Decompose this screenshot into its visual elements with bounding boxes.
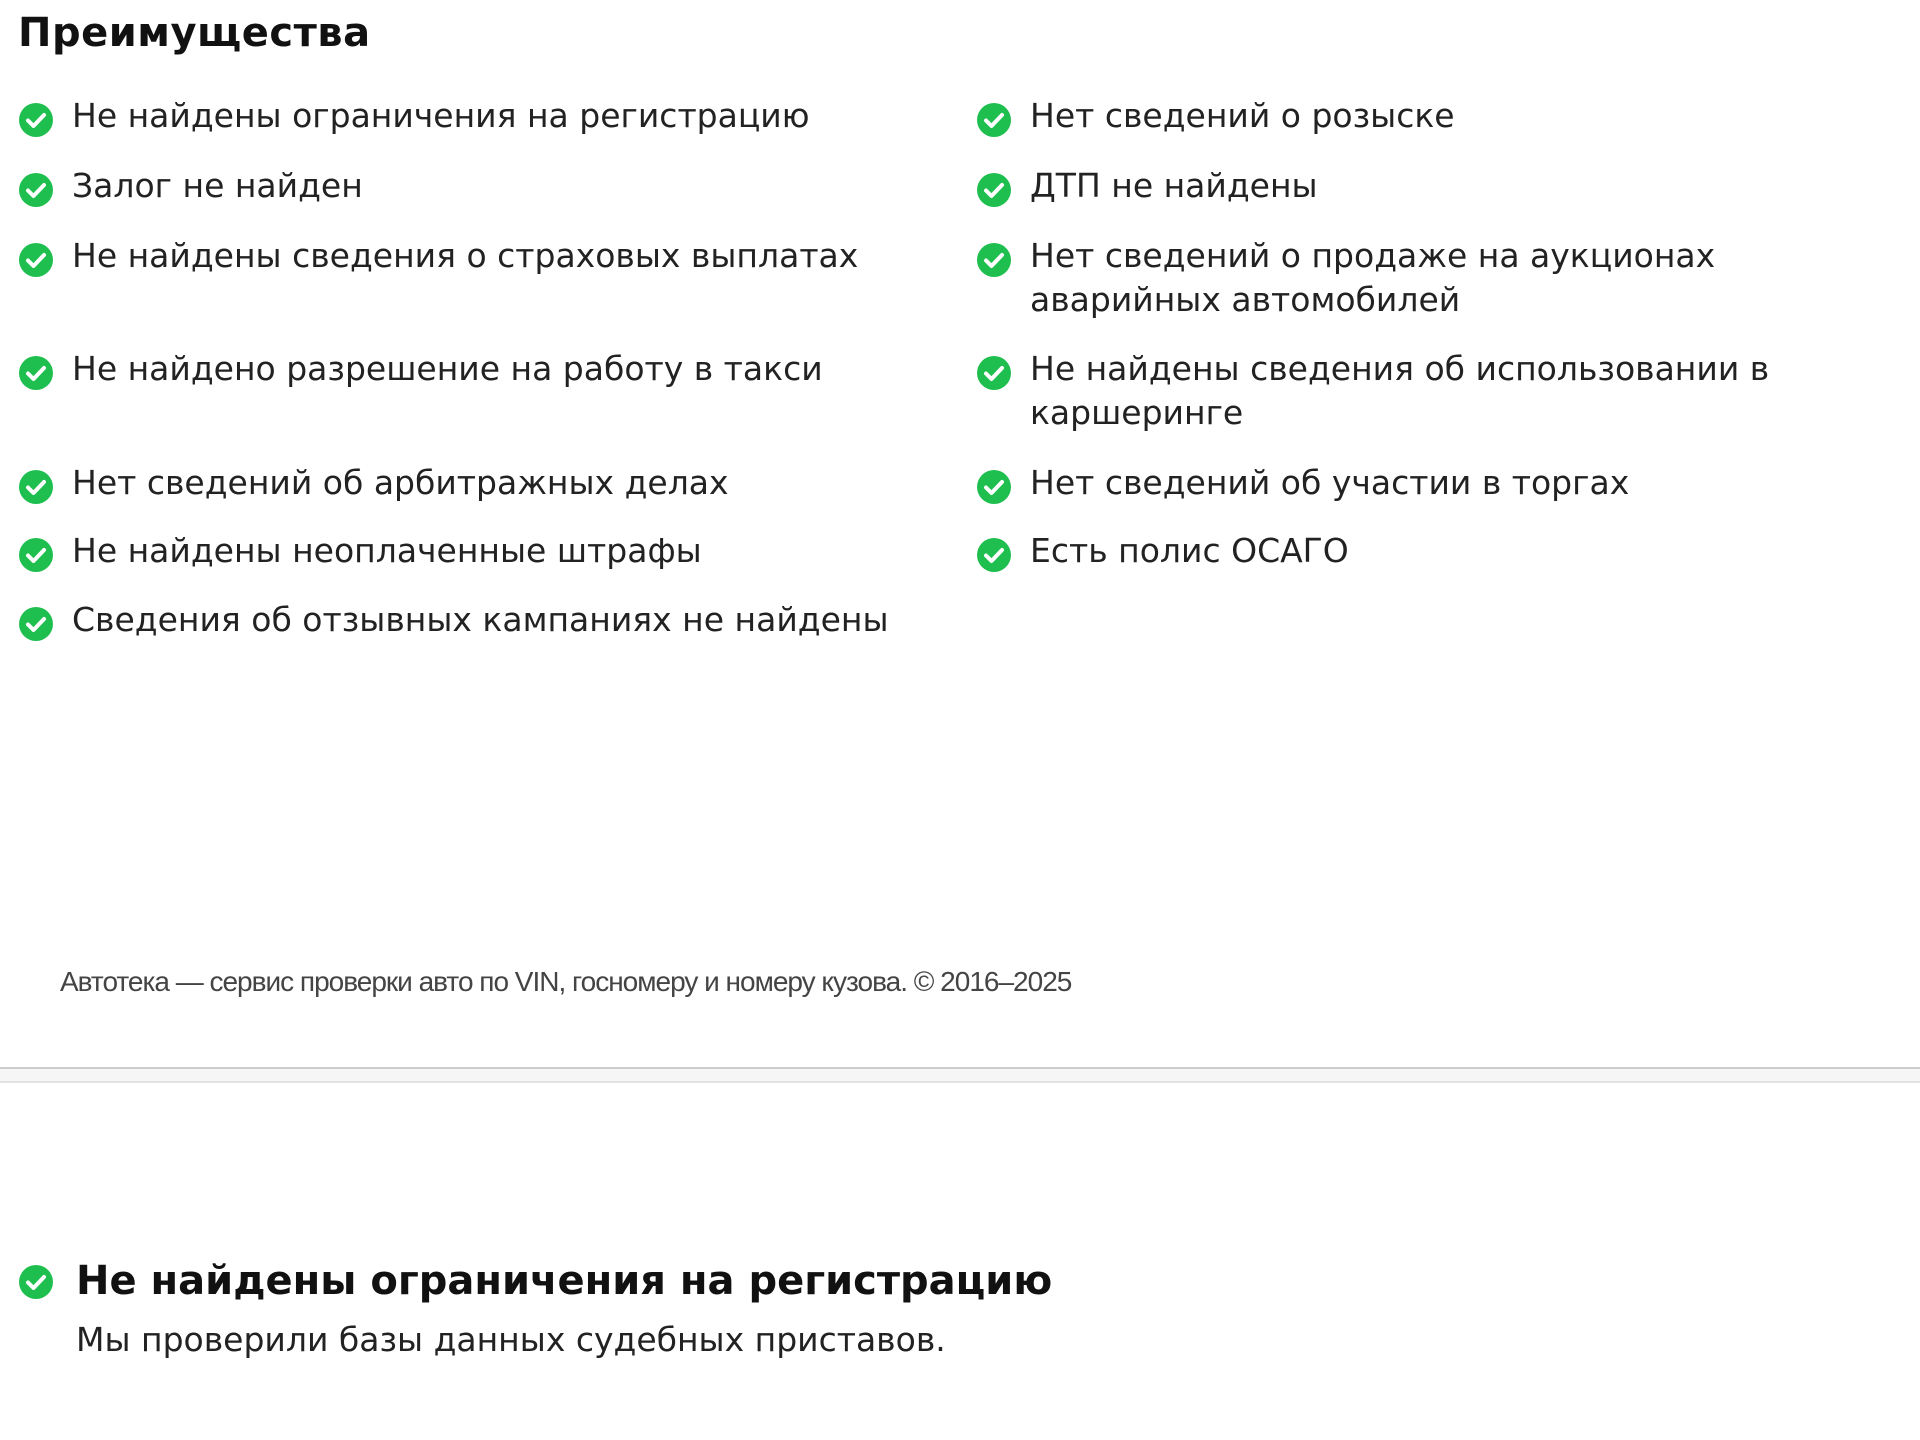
advantage-label: Есть полис ОСАГО — [1030, 531, 1349, 570]
advantage-label: Залог не найден — [72, 166, 363, 205]
check-circle-icon — [976, 537, 1012, 573]
advantage-item — [976, 234, 1906, 322]
advantage-label: Нет сведений о продаже на аукционах аварийных автомобилей — [1030, 236, 1716, 319]
advantage-item — [18, 164, 958, 208]
advantage-label: Сведения об отзывных кампаниях не найдены — [72, 600, 889, 639]
check-circle-icon — [976, 102, 1012, 138]
advantage-item — [18, 94, 958, 138]
advantage-item — [976, 164, 1906, 208]
check-circle-icon — [18, 102, 54, 138]
advantage-label: Не найдены сведения об использовании в каршеринге — [1030, 349, 1770, 432]
section-divider — [0, 1067, 1920, 1083]
check-circle-icon — [18, 355, 54, 391]
advantage-item — [976, 529, 1906, 573]
advantage-label: Нет сведений об участии в торгах — [1030, 463, 1630, 502]
check-circle-icon — [18, 606, 54, 642]
check-circle-icon — [976, 172, 1012, 208]
advantage-item — [18, 461, 958, 505]
advantage-item — [976, 94, 1906, 138]
advantage-label: Не найдено разрешение на работу в такси — [72, 349, 823, 388]
detail-description: Мы проверили базы данных судебных приставов. — [76, 1320, 946, 1359]
advantage-label: Нет сведений о розыске — [1030, 96, 1455, 135]
advantage-label: Нет сведений об арбитражных делах — [72, 463, 729, 502]
section-title: Преимущества — [18, 10, 371, 56]
check-circle-icon — [976, 355, 1012, 391]
advantage-item — [18, 529, 958, 573]
advantage-label: ДТП не найдены — [1030, 166, 1318, 205]
advantage-item — [18, 347, 958, 391]
check-circle-icon — [976, 242, 1012, 278]
advantage-label: Не найдены сведения о страховых выплатах — [72, 236, 859, 275]
check-circle-icon — [976, 469, 1012, 505]
footer-copyright: Автотека — сервис проверки авто по VIN, госномеру и номеру кузова. © 2016–2025 — [60, 966, 1072, 997]
detail-block — [18, 1254, 1898, 1362]
detail-title: Не найдены ограничения на регистрацию — [76, 1258, 1053, 1304]
advantage-label: Не найдены неоплаченные штрафы — [72, 531, 702, 570]
advantage-item — [18, 234, 958, 278]
check-circle-icon — [18, 537, 54, 573]
check-circle-icon — [18, 1264, 54, 1300]
advantage-label: Не найдены ограничения на регистрацию — [72, 96, 810, 135]
advantage-item — [18, 598, 958, 642]
check-circle-icon — [18, 242, 54, 278]
check-circle-icon — [18, 172, 54, 208]
advantage-item — [976, 461, 1906, 505]
advantage-item — [976, 347, 1906, 435]
check-circle-icon — [18, 469, 54, 505]
